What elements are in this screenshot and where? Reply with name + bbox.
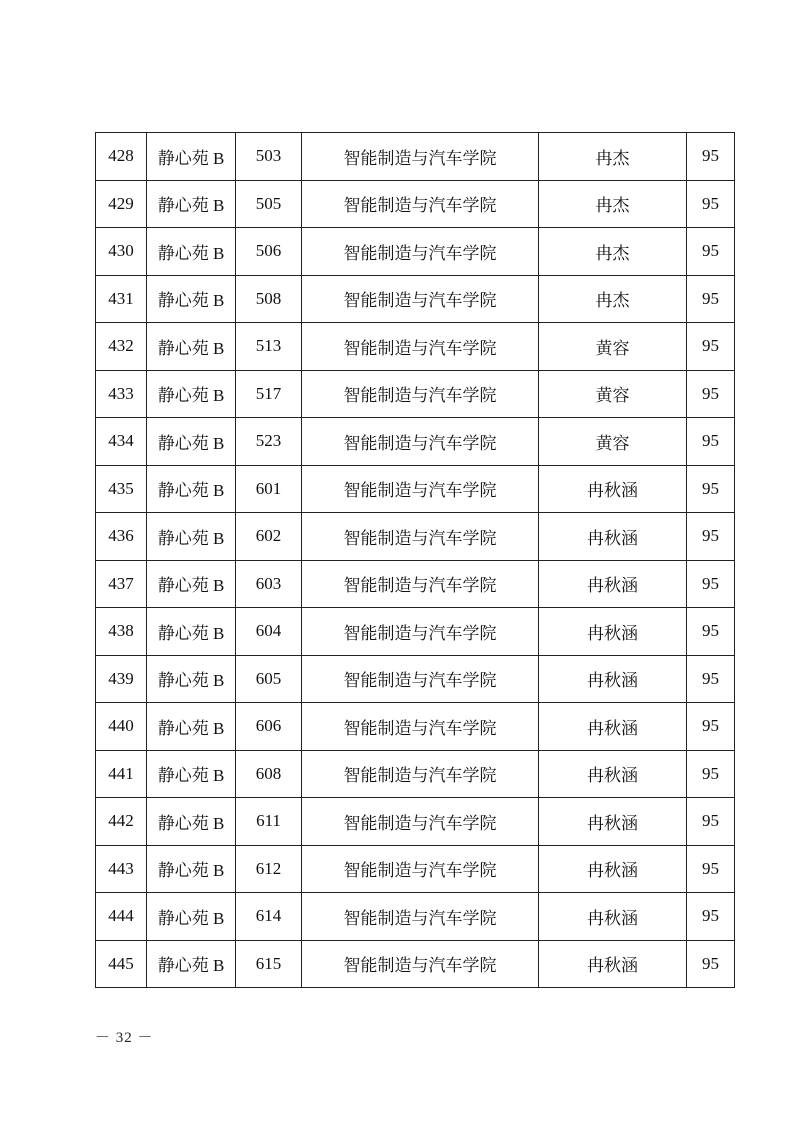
score-cell: 95 — [687, 465, 735, 513]
person-in-charge-cell: 冉秋涵 — [539, 655, 687, 703]
room-number-cell: 517 — [236, 370, 302, 418]
table-row — [96, 370, 735, 418]
college-cell: 智能制造与汽车学院 — [302, 655, 539, 703]
person-in-charge-cell: 冉杰 — [539, 275, 687, 323]
building-cell: 静心苑 B — [147, 798, 236, 846]
table-row — [96, 893, 735, 941]
table-row — [96, 703, 735, 751]
score-cell: 95 — [687, 845, 735, 893]
building-cell: 静心苑 B — [147, 180, 236, 228]
row-number-cell: 443 — [96, 845, 147, 893]
room-number-cell: 601 — [236, 465, 302, 513]
room-number-cell: 606 — [236, 703, 302, 751]
room-number-cell: 602 — [236, 513, 302, 561]
table-row — [96, 655, 735, 703]
score-cell: 95 — [687, 228, 735, 276]
person-in-charge-cell: 冉秋涵 — [539, 608, 687, 656]
building-cell: 静心苑 B — [147, 940, 236, 988]
table-row — [96, 750, 735, 798]
table-row — [96, 465, 735, 513]
room-number-cell: 506 — [236, 228, 302, 276]
room-number-cell: 612 — [236, 845, 302, 893]
person-in-charge-cell: 冉杰 — [539, 180, 687, 228]
row-number-cell: 439 — [96, 655, 147, 703]
college-cell: 智能制造与汽车学院 — [302, 180, 539, 228]
person-in-charge-cell: 冉杰 — [539, 133, 687, 181]
row-number-cell: 433 — [96, 370, 147, 418]
score-cell: 95 — [687, 940, 735, 988]
college-cell: 智能制造与汽车学院 — [302, 893, 539, 941]
score-cell: 95 — [687, 275, 735, 323]
table-row — [96, 845, 735, 893]
room-number-cell: 611 — [236, 798, 302, 846]
room-number-cell: 603 — [236, 560, 302, 608]
table-row — [96, 228, 735, 276]
college-cell: 智能制造与汽车学院 — [302, 608, 539, 656]
building-cell: 静心苑 B — [147, 323, 236, 371]
building-cell: 静心苑 B — [147, 655, 236, 703]
row-number-cell: 430 — [96, 228, 147, 276]
score-cell: 95 — [687, 750, 735, 798]
person-in-charge-cell: 冉秋涵 — [539, 750, 687, 798]
row-number-cell: 428 — [96, 133, 147, 181]
college-cell: 智能制造与汽车学院 — [302, 750, 539, 798]
table-row — [96, 133, 735, 181]
person-in-charge-cell: 冉秋涵 — [539, 893, 687, 941]
college-cell: 智能制造与汽车学院 — [302, 560, 539, 608]
building-cell: 静心苑 B — [147, 703, 236, 751]
person-in-charge-cell: 黄容 — [539, 323, 687, 371]
score-cell: 95 — [687, 133, 735, 181]
row-number-cell: 435 — [96, 465, 147, 513]
college-cell: 智能制造与汽车学院 — [302, 370, 539, 418]
table-row — [96, 275, 735, 323]
room-number-cell: 615 — [236, 940, 302, 988]
table-row — [96, 513, 735, 561]
row-number-cell: 437 — [96, 560, 147, 608]
person-in-charge-cell: 黄容 — [539, 418, 687, 466]
college-cell: 智能制造与汽车学院 — [302, 940, 539, 988]
college-cell: 智能制造与汽车学院 — [302, 133, 539, 181]
building-cell: 静心苑 B — [147, 370, 236, 418]
score-cell: 95 — [687, 560, 735, 608]
row-number-cell: 434 — [96, 418, 147, 466]
row-number-cell: 440 — [96, 703, 147, 751]
person-in-charge-cell: 冉秋涵 — [539, 560, 687, 608]
college-cell: 智能制造与汽车学院 — [302, 228, 539, 276]
row-number-cell: 444 — [96, 893, 147, 941]
score-cell: 95 — [687, 513, 735, 561]
college-cell: 智能制造与汽车学院 — [302, 703, 539, 751]
building-cell: 静心苑 B — [147, 893, 236, 941]
room-number-cell: 604 — [236, 608, 302, 656]
building-cell: 静心苑 B — [147, 418, 236, 466]
row-number-cell: 445 — [96, 940, 147, 988]
score-cell: 95 — [687, 608, 735, 656]
building-cell: 静心苑 B — [147, 513, 236, 561]
college-cell: 智能制造与汽车学院 — [302, 845, 539, 893]
row-number-cell: 441 — [96, 750, 147, 798]
person-in-charge-cell: 冉秋涵 — [539, 845, 687, 893]
room-number-cell: 513 — [236, 323, 302, 371]
table-row — [96, 323, 735, 371]
person-in-charge-cell: 冉秋涵 — [539, 513, 687, 561]
table-row — [96, 608, 735, 656]
building-cell: 静心苑 B — [147, 275, 236, 323]
row-number-cell: 436 — [96, 513, 147, 561]
person-in-charge-cell: 冉秋涵 — [539, 798, 687, 846]
dormitory-score-table — [95, 132, 735, 988]
room-number-cell: 608 — [236, 750, 302, 798]
building-cell: 静心苑 B — [147, 560, 236, 608]
room-number-cell: 508 — [236, 275, 302, 323]
room-number-cell: 614 — [236, 893, 302, 941]
building-cell: 静心苑 B — [147, 133, 236, 181]
person-in-charge-cell: 冉杰 — [539, 228, 687, 276]
room-number-cell: 505 — [236, 180, 302, 228]
college-cell: 智能制造与汽车学院 — [302, 798, 539, 846]
college-cell: 智能制造与汽车学院 — [302, 465, 539, 513]
table-row — [96, 798, 735, 846]
building-cell: 静心苑 B — [147, 228, 236, 276]
score-cell: 95 — [687, 418, 735, 466]
score-cell: 95 — [687, 893, 735, 941]
score-cell: 95 — [687, 370, 735, 418]
college-cell: 智能制造与汽车学院 — [302, 418, 539, 466]
score-cell: 95 — [687, 703, 735, 751]
building-cell: 静心苑 B — [147, 750, 236, 798]
room-number-cell: 503 — [236, 133, 302, 181]
score-cell: 95 — [687, 180, 735, 228]
table-row — [96, 180, 735, 228]
person-in-charge-cell: 冉秋涵 — [539, 940, 687, 988]
college-cell: 智能制造与汽车学院 — [302, 275, 539, 323]
person-in-charge-cell: 黄容 — [539, 370, 687, 418]
college-cell: 智能制造与汽车学院 — [302, 513, 539, 561]
row-number-cell: 431 — [96, 275, 147, 323]
table-row — [96, 418, 735, 466]
college-cell: 智能制造与汽车学院 — [302, 323, 539, 371]
score-cell: 95 — [687, 323, 735, 371]
table-row — [96, 560, 735, 608]
score-cell: 95 — [687, 655, 735, 703]
room-number-cell: 523 — [236, 418, 302, 466]
row-number-cell: 442 — [96, 798, 147, 846]
building-cell: 静心苑 B — [147, 845, 236, 893]
table-row — [96, 940, 735, 988]
building-cell: 静心苑 B — [147, 465, 236, 513]
page-number: － 32 － — [95, 1030, 154, 1046]
person-in-charge-cell: 冉秋涵 — [539, 465, 687, 513]
row-number-cell: 429 — [96, 180, 147, 228]
building-cell: 静心苑 B — [147, 608, 236, 656]
row-number-cell: 432 — [96, 323, 147, 371]
score-cell: 95 — [687, 798, 735, 846]
row-number-cell: 438 — [96, 608, 147, 656]
room-number-cell: 605 — [236, 655, 302, 703]
person-in-charge-cell: 冉秋涵 — [539, 703, 687, 751]
table-body — [96, 133, 735, 988]
